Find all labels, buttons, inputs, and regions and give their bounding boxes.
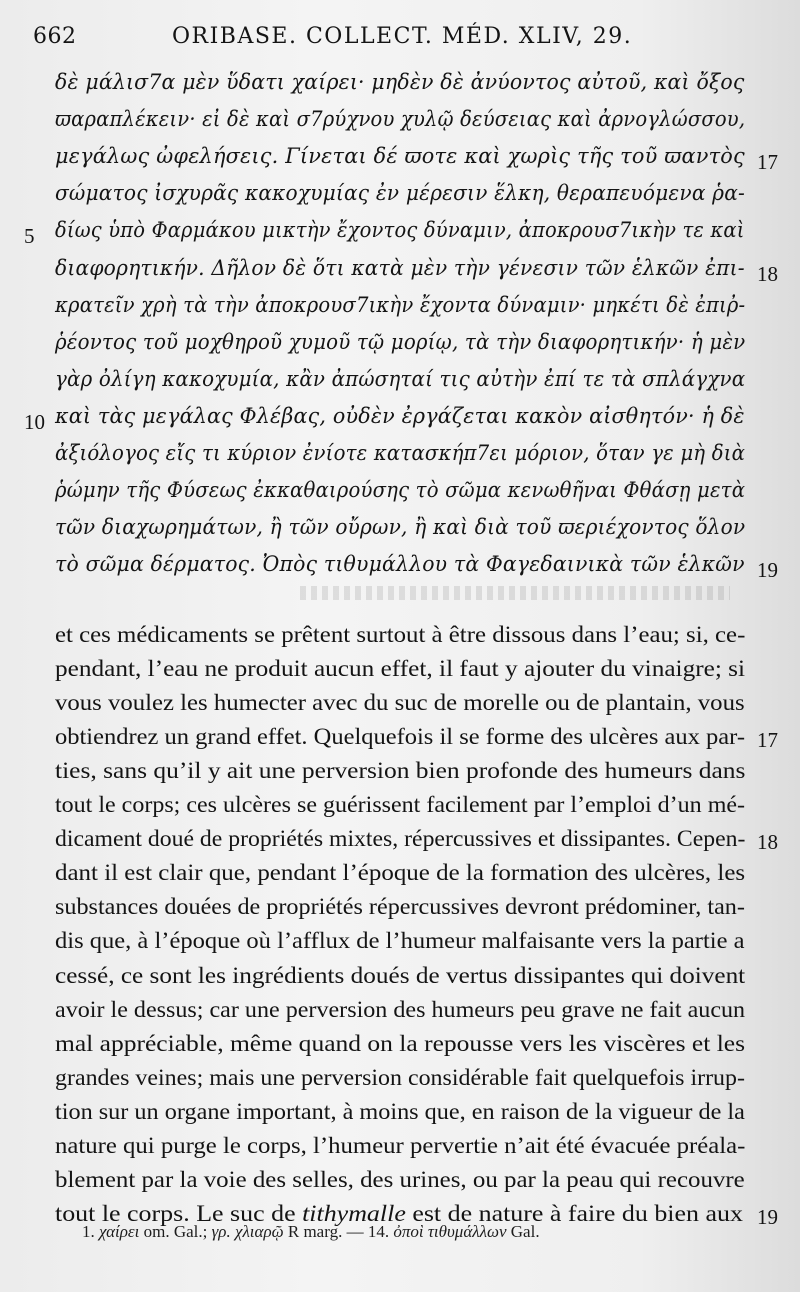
french-last-line-end: est de nature à faire du bien aux <box>405 1200 743 1226</box>
french-text-line: tion sur un organe important, à moins que, en raison de la vigueur de la <box>55 1098 745 1124</box>
footnote-marker: 1. <box>82 1222 95 1241</box>
french-text-line: mal appréciable, même quand on la repousse vers les viscères et les <box>55 1030 746 1056</box>
footnote-greek-1: χαίρει <box>99 1222 140 1241</box>
greek-text-line: τὸ σῶμα δέρματος. Ὀπὸς τιθυμάλλου τὰ Φαγεδαινικὰ τῶν ἑλκῶν <box>55 552 745 577</box>
greek-text-line: καὶ τὰς μεγάλας Φλέβας, οὐδὲν ἐργάζεται κακὸν αἰσθητόν· ἡ δὲ <box>55 403 745 428</box>
greek-text-line: ῥώμην τῆς Φύσεως ἐκκαθαιρούσης τὸ σῶμα κενωθῆναι Φθάσῃ μετὰ <box>55 478 746 503</box>
bleed-through-shadow <box>300 586 730 600</box>
greek-margin-line-number: 17 <box>757 150 778 175</box>
french-last-line-italic-term: tithymalle <box>302 1200 406 1226</box>
french-text-line: grandes veines; mais une perversion considérable fait quelquefois irrup- <box>55 1064 745 1090</box>
footnote <box>82 1222 540 1242</box>
running-header: ORIBASE. COLLECT. MÉD. XLIV, 29. <box>172 24 633 49</box>
greek-text-line: διαφορητικήν. Δῆλον δὲ ὅτι κατὰ μὲν τὴν γένεσιν τῶν ἑλκῶν ἐπι- <box>55 255 745 280</box>
page-number: 662 <box>33 24 77 49</box>
french-text-line: dicament doué de propriétés mixtes, répercussives et dissipantes. Cepen- <box>55 826 746 852</box>
french-last-line-start: tout le corps. Le suc de <box>55 1200 303 1226</box>
french-text-line: avoir le dessus; car une perversion des humeurs peu grave ne fait aucun <box>55 996 746 1022</box>
french-text-line: ties, sans qu’il y ait une perversion bien profonde des humeurs dans <box>55 758 746 784</box>
greek-text-line: δὲ μάλισ7α μὲν ὕδατι χαίρει· μηδὲν δὲ ἀνύοντος αὐτοῦ, καὶ ὄξος <box>55 70 745 94</box>
french-text-line: dis que, à l’époque où l’afflux de l’humeur malfaisante vers la partie a <box>55 928 745 954</box>
greek-text-line: μεγάλως ὠφελήσεις. Γίνεται δέ ϖοτε καὶ χωρὶς τῆς τοῦ ϖαντὸς <box>55 144 745 169</box>
french-text-line: tout le corps; ces ulcères se guérissent facilement par l’emploi d’un mé- <box>55 792 746 818</box>
footnote-text-3: Gal. <box>506 1222 540 1241</box>
french-margin-line-number: 18 <box>757 830 778 855</box>
french-margin-line-number: 17 <box>757 728 778 753</box>
greek-margin-line-number: 18 <box>757 261 778 286</box>
footnote-greek-2: γρ. χλιαρῷ <box>211 1222 284 1241</box>
greek-text-line: γὰρ ὀλίγη κακοχυμία, κἂν ἀπώσηταί τις αὐτὴν ἐπί τε τὰ σπλάγχνα <box>55 366 746 391</box>
french-text-line: cessé, ce sont les ingrédients doués de vertus dissipantes qui doivent <box>55 962 746 988</box>
greek-text-line: δίως ὑπὸ Φαρμάκου μικτὴν ἔχοντος δύναμιν, ἀποκρουσ7ικὴν τε καὶ <box>55 218 745 243</box>
french-text-line: substances douées de propriétés répercussives devront prédominer, tan- <box>55 894 745 920</box>
greek-text-line: τῶν διαχωρημάτων, ἢ τῶν οὔρων, ἢ καὶ διὰ τοῦ ϖεριέχοντος ὅλον <box>55 515 746 540</box>
greek-text-line: ῥέοντος τοῦ μοχθηροῦ χυμοῦ τῷ μορίῳ, τὰ τὴν διαφορητικήν· ἡ μὲν <box>55 329 746 354</box>
greek-margin-line-number: 19 <box>757 558 778 583</box>
greek-text-line: σώματος ἰσχυρᾶς κακοχυμίας ἐν μέρεσιν ἕλκη, θεραπευόμενα ῥα- <box>55 181 745 206</box>
french-text-line: nature qui purge le corps, l’humeur pervertie n’ait été évacuée préala- <box>55 1132 746 1158</box>
footnote-greek-3: ὀποὶ τιθυμάλλων <box>393 1222 507 1241</box>
french-text-line: pendant, l’eau ne produit aucun effet, il faut y ajouter du vinaigre; si <box>55 656 746 682</box>
french-margin-line-number: 19 <box>757 1204 778 1229</box>
greek-text-line: ἀξιόλογος εἴς τι κύριον ἐνίοτε κατασκήπ7ει μόριον, ὅταν γε μὴ διὰ <box>55 441 746 465</box>
french-text-line: et ces médicaments se prêtent surtout à être dissous dans l’eau; si, ce- <box>55 622 746 647</box>
footnote-text-1: om. Gal.; <box>139 1222 212 1241</box>
greek-margin-line-number: 5 <box>24 224 35 249</box>
greek-text-line: ϖαραπλέκειν· εἰ δὲ καὶ σ7ρύχνου χυλῷ δεύσειας καὶ ἀρνογλώσσου, <box>55 107 746 132</box>
greek-margin-line-number: 10 <box>24 409 45 434</box>
footnote-text-2: R marg. — 14. <box>283 1222 394 1241</box>
french-text-line: blement par la voie des selles, des urines, ou par la peau qui recouvre <box>55 1166 745 1192</box>
french-text-line: obtiendrez un grand effet. Quelquefois il se forme des ulcères aux par- <box>55 724 745 750</box>
french-text-line: dant il est clair que, pendant l’époque de la formation des ulcères, les <box>55 860 746 886</box>
french-text-line: vous voulez les humecter avec du suc de morelle ou de plantain, vous <box>55 690 745 716</box>
greek-text-line: κρατεῖν χρὴ τὰ τὴν ἀποκρουσ7ικὴν ἔχοντα δύναμιν· μηκέτι δὲ ἐπιῤ- <box>55 292 746 317</box>
